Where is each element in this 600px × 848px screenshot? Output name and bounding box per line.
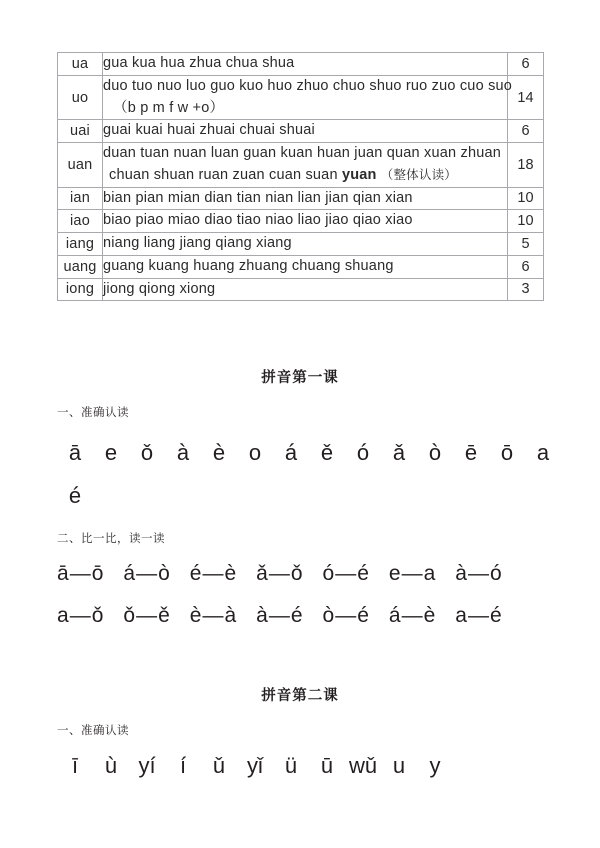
whole-syllable-note: （整体认读）: [376, 166, 457, 182]
compare-pair: [123, 604, 169, 628]
table-row: [58, 53, 544, 76]
pinyin-char: é: [68, 483, 82, 508]
syllable-count: 6: [508, 255, 544, 278]
syllable-line: duan tuan nuan luan guan kuan huan juan quan xuan zhuan: [103, 145, 502, 161]
syllable-line: guang kuang huang zhuang chuang shuang: [103, 257, 394, 274]
pinyin-char: à: [224, 604, 237, 627]
lesson-1-read-line-1: [57, 440, 561, 466]
final-syllables: [103, 143, 508, 188]
lesson-2-section-1-heading: 一、准确认读: [57, 723, 129, 737]
pinyin-char: é: [357, 604, 369, 627]
compare-pair: [57, 562, 103, 586]
final-label: uang: [58, 255, 103, 278]
pinyin-char: á: [123, 562, 136, 585]
compare-pair: [323, 604, 369, 628]
pinyin-char: ǒ: [91, 604, 104, 627]
pinyin-char: à: [176, 440, 190, 465]
compare-pair: [190, 604, 236, 628]
table-row: [58, 120, 544, 143]
pinyin-char: a: [57, 604, 69, 627]
final-label: uan: [58, 143, 103, 188]
pinyin-char: à: [455, 562, 467, 585]
lesson-2-title: 拼音第二课: [261, 688, 339, 704]
pinyin-char: a: [423, 562, 436, 585]
compare-pair: [389, 604, 435, 628]
pinyin-char: ù: [104, 753, 118, 778]
compare-pair: [123, 562, 169, 586]
pinyin-char: ě: [320, 440, 334, 465]
pinyin-char: y: [429, 753, 441, 778]
table-row: [58, 255, 544, 278]
pinyin-char: ě: [158, 604, 170, 627]
pinyin-char: ǎ: [392, 440, 406, 465]
table-row: [58, 210, 544, 233]
pinyin-char: yí: [138, 753, 156, 778]
final-syllables: [103, 278, 508, 301]
lesson-1-compare-line-2: [57, 604, 522, 628]
compare-pair: [256, 562, 302, 586]
pinyin-char: ē: [464, 440, 478, 465]
pinyin-char: é: [290, 604, 303, 627]
final-syllables: [103, 187, 508, 210]
pinyin-char: ā: [57, 562, 69, 585]
pinyin-char: a: [455, 604, 467, 627]
syllable-count: 10: [508, 187, 544, 210]
pair-dash: —: [202, 604, 224, 627]
final-syllables: [103, 255, 508, 278]
lesson-1-compare-line-1: [57, 562, 522, 586]
syllable-count: 6: [508, 120, 544, 143]
pinyin-char: é: [189, 562, 202, 585]
syllable-line: guai kuai huai zhuai chuai shuai: [103, 122, 315, 139]
finals-table: [57, 52, 544, 301]
pinyin-char: á: [388, 604, 401, 627]
final-label: ua: [58, 53, 103, 76]
pinyin-char: ǒ: [290, 562, 303, 585]
syllable-line: biao piao miao diao tiao niao liao jiao qiao xiao: [103, 212, 413, 229]
whole-syllable-word: yuan: [341, 166, 377, 183]
table-row: [58, 75, 544, 120]
pair-dash: —: [69, 604, 91, 627]
final-label: iang: [58, 233, 103, 256]
pinyin-char: è: [423, 604, 436, 627]
pinyin-char: u: [392, 753, 406, 778]
pinyin-char: ū: [320, 753, 334, 778]
pinyin-char: ō: [500, 440, 514, 465]
pinyin-char: e: [388, 562, 401, 585]
pinyin-char: è: [212, 440, 226, 465]
compare-pair: [455, 562, 501, 586]
pinyin-char: ó: [356, 440, 370, 465]
syllable-line: （b p m f w +o）: [113, 99, 225, 116]
syllable-count: 14: [508, 75, 544, 120]
finals-table-body: [58, 53, 544, 301]
pinyin-char: ǔ: [212, 753, 226, 778]
pinyin-char: ǎ: [256, 562, 268, 585]
syllable-count: 6: [508, 53, 544, 76]
syllable-line: chuan shuan ruan zuan cuan suan yuan （整体认读）: [109, 166, 457, 183]
syllable-line: gua kua hua zhua chua shua: [103, 55, 295, 71]
pair-dash: —: [335, 604, 357, 627]
pinyin-char: à: [256, 604, 268, 627]
pair-dash: —: [69, 562, 91, 585]
compare-pair: [455, 604, 501, 628]
pinyin-char: ò: [428, 440, 442, 465]
pair-dash: —: [467, 562, 489, 585]
pinyin-char: wǔ: [348, 753, 378, 778]
syllable-line: duo tuo nuo luo guo kuo huo zhuo chuo shuo ruo zuo cuo suo: [103, 77, 513, 94]
syllable-line: jiong qiong xiong: [103, 280, 216, 297]
syllable-count: 3: [508, 278, 544, 301]
final-label: iong: [58, 278, 103, 301]
syllable-count: 18: [508, 143, 544, 188]
pair-dash: —: [268, 562, 290, 585]
pinyin-char: è: [189, 604, 202, 627]
table-row: [58, 143, 544, 188]
table-row: [58, 278, 544, 301]
syllable-count: 10: [508, 210, 544, 233]
pinyin-char: ü: [284, 753, 298, 778]
pair-dash: —: [335, 562, 357, 585]
pair-dash: —: [136, 604, 158, 627]
pinyin-char: ó: [489, 562, 502, 585]
compare-pair: [57, 604, 103, 628]
lesson-1-section-2-heading: 二、比一比，读一读: [57, 531, 165, 545]
final-syllables: [103, 233, 508, 256]
final-syllables: [103, 75, 513, 120]
lesson-1-title: 拼音第一课: [261, 370, 339, 386]
compare-pair: [190, 562, 236, 586]
pair-dash: —: [136, 562, 158, 585]
compare-pair: [389, 562, 435, 586]
final-label: iao: [58, 210, 103, 233]
pinyin-char: è: [224, 562, 237, 585]
compare-pair: [256, 604, 302, 628]
pair-dash: —: [401, 604, 423, 627]
pinyin-char: é: [489, 604, 502, 627]
pinyin-char: ò: [158, 562, 170, 585]
final-label: uai: [58, 120, 103, 143]
pinyin-char: í: [179, 753, 187, 778]
syllable-line: niang liang jiang qiang xiang: [103, 235, 292, 251]
pinyin-char: ǒ: [140, 440, 154, 465]
lesson-1-read-line-2: [57, 483, 93, 509]
final-syllables: [103, 120, 508, 143]
lesson-2-read-line-1: [57, 753, 453, 779]
pinyin-char: ǒ: [123, 604, 136, 627]
pair-dash: —: [268, 604, 290, 627]
lesson-1-section-1-heading: 一、准确认读: [57, 405, 129, 419]
pinyin-char: ó: [322, 562, 335, 585]
compare-pair: [323, 562, 369, 586]
pair-dash: —: [202, 562, 224, 585]
pinyin-char: é: [357, 562, 369, 585]
final-label: uo: [58, 75, 103, 120]
table-row: [58, 187, 544, 210]
final-syllables: [103, 210, 508, 233]
pinyin-char: o: [248, 440, 262, 465]
final-syllables: [103, 53, 508, 76]
syllable-line: bian pian mian dian tian nian lian jian qian xian: [103, 189, 413, 206]
pinyin-char: ō: [91, 562, 104, 585]
pinyin-char: a: [536, 440, 550, 465]
pinyin-char: ā: [68, 440, 82, 465]
syllable-count: 5: [508, 233, 544, 256]
pinyin-char: e: [104, 440, 118, 465]
pinyin-char: yǐ: [247, 753, 263, 778]
pinyin-char: ī: [71, 753, 79, 778]
final-label: ian: [58, 187, 103, 210]
table-row: [58, 233, 544, 256]
pair-dash: —: [401, 562, 423, 585]
pinyin-char: á: [284, 440, 298, 465]
pinyin-char: ò: [322, 604, 335, 627]
pair-dash: —: [467, 604, 489, 627]
